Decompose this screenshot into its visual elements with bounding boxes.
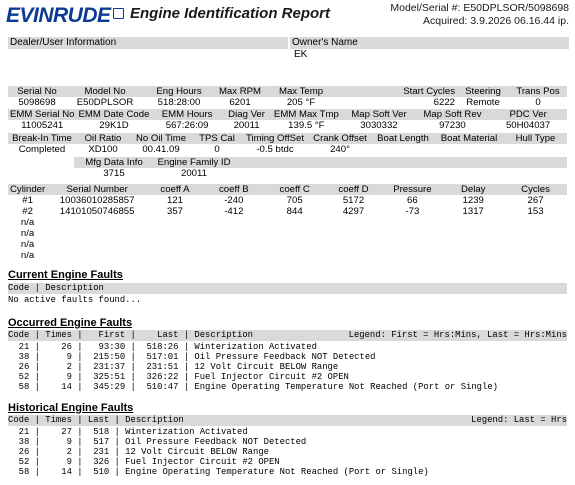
owner-name-label: Owner's Name	[290, 37, 569, 49]
list-item: 52 | 9 | 326 | Fuel Injector Circuit #2 OPEN	[8, 457, 280, 467]
settings-info-table	[8, 133, 567, 155]
value-crank-offset: 240°	[308, 144, 372, 155]
table-row	[8, 206, 567, 217]
value-emm-hours: 567:26:09	[151, 120, 222, 131]
value-tps-cal: 0	[192, 144, 242, 155]
header-map-soft-ver: Map Soft Ver	[342, 109, 415, 120]
header-no-oil-time: No Oil Time	[130, 133, 192, 144]
header-timing-offset: Timing OffSet	[242, 133, 308, 144]
header-emm-hours: EMM Hours	[151, 109, 222, 120]
value-max-temp: 205 °F	[266, 97, 336, 108]
cylinder-id: n/a	[8, 250, 47, 261]
list-item: 52 | 9 | 325:51 | 326:22 | Fuel Injector Circuit #2 OPEN	[8, 372, 349, 382]
header-serial-number: Serial Number	[47, 184, 147, 195]
coeff-d-value: 5172	[325, 195, 383, 206]
header-hull-type: Hull Type	[504, 133, 567, 144]
header-pressure: Pressure	[382, 184, 442, 195]
cylinder-id: #2	[8, 206, 47, 217]
acquired-value: 3.9.2026 06.16.44 ip.	[470, 15, 569, 27]
value-boat-length	[372, 144, 434, 155]
model-serial-value: E50DPLSOR/5098698	[463, 2, 569, 14]
table-row	[8, 250, 567, 261]
current-faults-title: Current Engine Faults	[8, 269, 123, 281]
value-pdc-ver: 50H04037	[489, 120, 567, 131]
coeff-b-value: -412	[203, 206, 265, 217]
value-eng-hours: 518:28:00	[144, 97, 214, 108]
value-map-soft-ver: 3030332	[342, 120, 415, 131]
dealer-info-label: Dealer/User Information	[8, 37, 288, 49]
value-oil-ratio: XD100	[76, 144, 130, 155]
header-delay: Delay	[442, 184, 504, 195]
value-steering: Remote	[457, 97, 509, 108]
value-serial-no: 5098698	[8, 97, 66, 108]
report-title: Engine Identification Report	[130, 5, 331, 22]
dealer-owner-section	[8, 37, 567, 65]
value-model-no: E50DPLSOR	[66, 97, 144, 108]
value-trans-pos: 0	[509, 97, 567, 108]
delay-value: 1239	[442, 195, 504, 206]
header-max-rpm: Max RPM	[214, 86, 266, 97]
value-boat-material	[434, 144, 504, 155]
table-row	[8, 217, 567, 228]
list-item: 26 | 2 | 231 | 12 Volt Circuit BELOW Range	[8, 447, 269, 457]
header-boat-material: Boat Material	[434, 133, 504, 144]
header-coeff-d: coeff D	[325, 184, 383, 195]
current-faults-header: Code | Description	[8, 283, 567, 294]
header-coeff-a: coeff A	[147, 184, 203, 195]
coeff-d-value: 4297	[325, 206, 383, 217]
delay-value: 1317	[442, 206, 504, 217]
model-serial-line	[390, 2, 569, 14]
list-item: 38 | 9 | 215:50 | 517:01 | Oil Pressure Feedback NOT Detected	[8, 352, 376, 362]
value-hull-type	[504, 144, 567, 155]
occurred-faults-header: Code | Times | First | Last | Description	[8, 330, 567, 341]
value-timing-offset: -0.5 btdc	[242, 144, 308, 155]
occurred-faults-legend: Legend: First = Hrs:Mins, Last = Hrs:Mins	[348, 330, 567, 340]
pressure-value: -73	[382, 206, 442, 217]
cylinder-id: n/a	[8, 228, 47, 239]
list-item: 58 | 14 | 345:29 | 510:47 | Engine Operating Temperature Not Reached (Port or Single)	[8, 382, 498, 392]
header-emm-date-code: EMM Date Code	[78, 109, 150, 120]
acquired-line	[423, 15, 569, 27]
list-item: 21 | 27 | 518 | Winterization Activated	[8, 427, 248, 437]
registered-mark-icon	[113, 8, 124, 19]
header-coeff-b: coeff B	[203, 184, 265, 195]
historical-faults-legend: Legend: Last = Hrs	[471, 415, 567, 425]
coeff-b-value: -240	[203, 195, 265, 206]
engine-info-table	[8, 86, 567, 108]
header-mfg-data-info: Mfg Data Info	[74, 157, 154, 168]
header-trans-pos: Trans Pos	[509, 86, 567, 97]
cylinder-serial: 10036010285857	[47, 195, 147, 206]
list-item: 21 | 26 | 93:30 | 518:26 | Winterization Activated	[8, 342, 317, 352]
header-emm-serial: EMM Serial No	[10, 109, 75, 120]
coeff-c-value: 705	[265, 195, 325, 206]
header-model-no: Model No	[66, 86, 144, 97]
acquired-label: Acquired:	[423, 15, 468, 27]
header-eng-hours: Eng Hours	[144, 86, 214, 97]
header-cycles: Cycles	[504, 184, 567, 195]
table-row	[8, 239, 567, 250]
emm-info-table	[8, 109, 567, 131]
header-steering: Steering	[457, 86, 509, 97]
header-engine-family-id: Engine Family ID	[154, 157, 234, 168]
header-diag-ver: Diag Ver	[223, 109, 271, 120]
cylinder-serial: 14101050746855	[47, 206, 147, 217]
pressure-value: 66	[382, 195, 442, 206]
mfg-info-table	[8, 157, 567, 179]
value-max-rpm: 6201	[214, 97, 266, 108]
value-start-cycles: 6222	[336, 97, 457, 108]
header-cylinder: Cylinder	[10, 184, 46, 195]
value-emm-max-tmp: 139.5 °F	[270, 120, 342, 131]
coeff-a-value: 121	[147, 195, 203, 206]
value-break-in-time: Completed	[8, 144, 76, 155]
evinrude-logo: EVINRUDE	[6, 4, 111, 27]
report-header	[0, 0, 575, 28]
historical-faults-title: Historical Engine Faults	[8, 402, 134, 414]
historical-faults-header: Code | Times | Last | Description	[8, 415, 567, 426]
coeff-c-value: 844	[265, 206, 325, 217]
list-item: 38 | 9 | 517 | Oil Pressure Feedback NOT Detected	[8, 437, 307, 447]
list-item: 26 | 2 | 231:37 | 231:51 | 12 Volt Circuit BELOW Range	[8, 362, 339, 372]
value-no-oil-time: 00.41.09	[130, 144, 192, 155]
occurred-faults-title: Occurred Engine Faults	[8, 317, 133, 329]
header-start-cycles: Start Cycles	[336, 86, 457, 97]
cylinder-table	[8, 184, 567, 261]
value-map-soft-rev: 97230	[416, 120, 490, 131]
current-faults-message: No active faults found...	[8, 295, 142, 305]
cylinder-id: n/a	[8, 239, 47, 250]
cylinder-id: n/a	[8, 217, 47, 228]
header-boat-length: Boat Length	[372, 133, 434, 144]
table-row	[8, 195, 567, 206]
list-item: 58 | 14 | 510 | Engine Operating Temperature Not Reached (Port or Single)	[8, 467, 429, 477]
header-coeff-c: coeff C	[265, 184, 325, 195]
cycles-value: 153	[504, 206, 567, 217]
header-emm-max-tmp: EMM Max Tmp	[270, 109, 342, 120]
table-row	[8, 228, 567, 239]
owner-name-value: EK	[294, 49, 308, 60]
value-emm-date-code: 29K1D	[77, 120, 152, 131]
header-break-in-time: Break-In Time	[8, 133, 76, 144]
value-diag-ver: 20011	[223, 120, 271, 131]
value-emm-serial: 11005241	[8, 120, 77, 131]
header-max-temp: Max Temp	[266, 86, 336, 97]
model-serial-label: Model/Serial #:	[390, 2, 461, 14]
header-oil-ratio: Oil Ratio	[76, 133, 130, 144]
header-serial-no: Serial No	[8, 86, 66, 97]
value-mfg-data-info: 3715	[74, 168, 154, 179]
cylinder-id: #1	[8, 195, 47, 206]
header-crank-offset: Crank Offset	[308, 133, 372, 144]
header-pdc-ver: PDC Ver	[489, 109, 567, 120]
value-engine-family-id: 20011	[154, 168, 234, 179]
coeff-a-value: 357	[147, 206, 203, 217]
cycles-value: 267	[504, 195, 567, 206]
header-map-soft-rev: Map Soft Rev	[416, 109, 490, 120]
header-tps-cal: TPS Cal	[192, 133, 242, 144]
